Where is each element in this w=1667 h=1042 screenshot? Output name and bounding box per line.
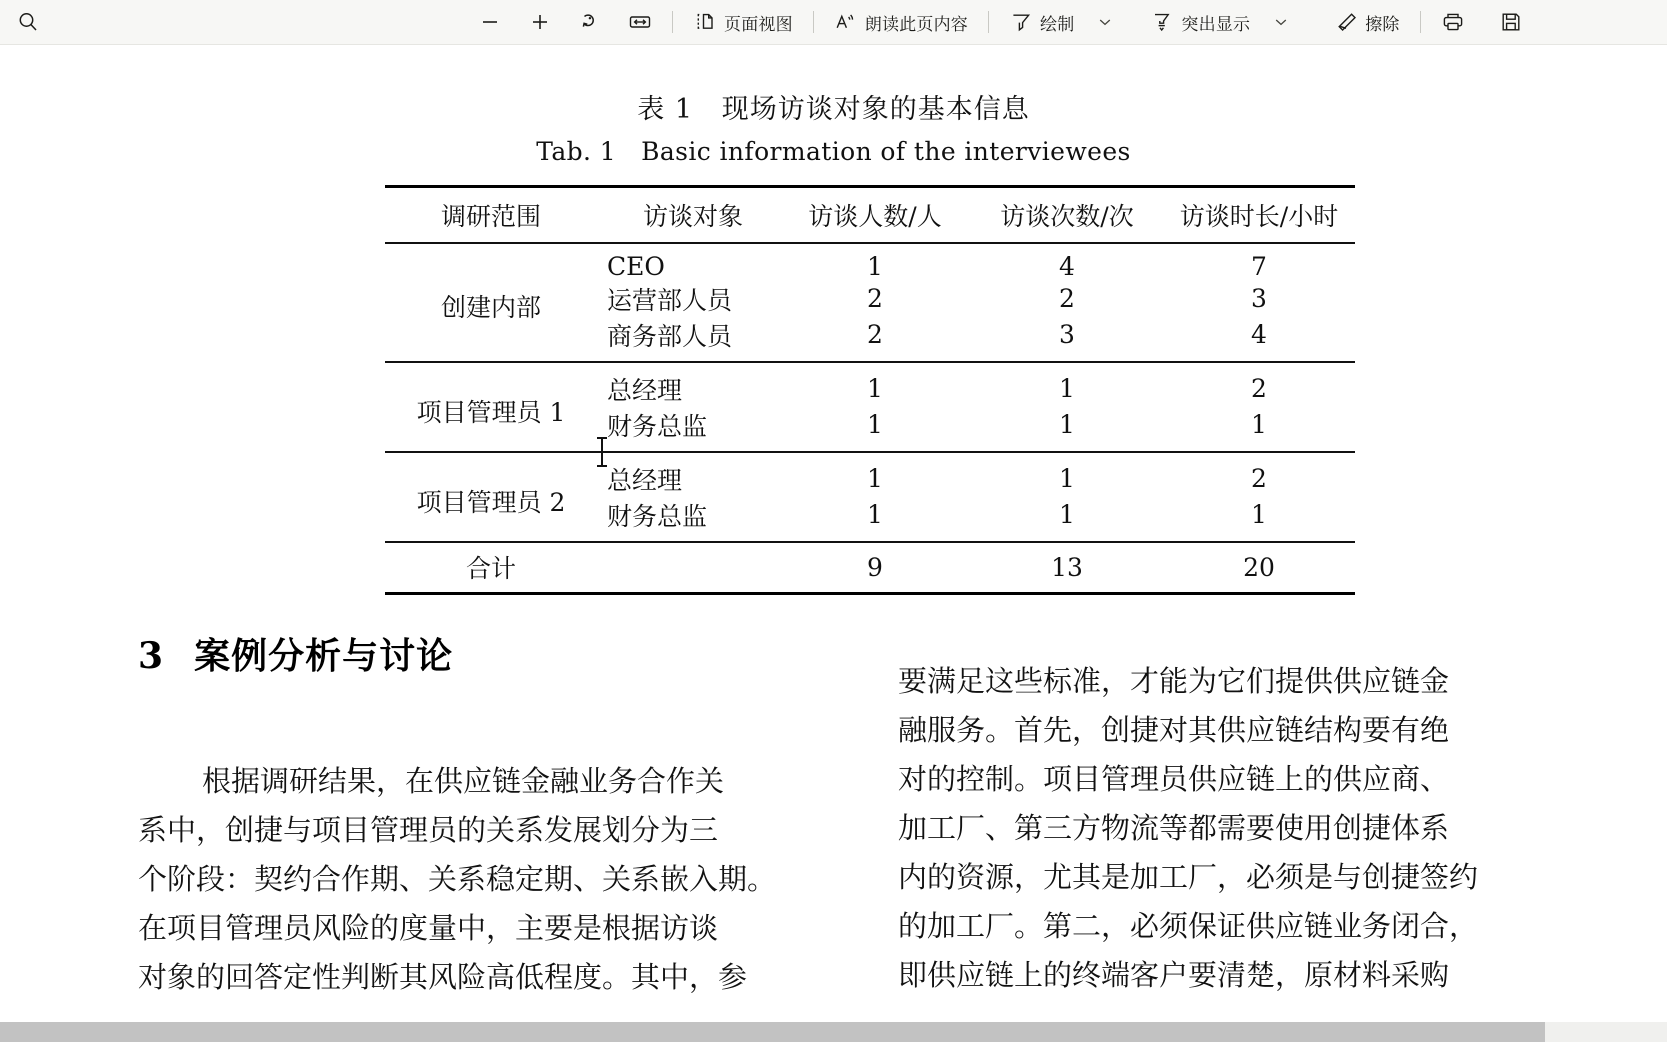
highlight-options-button[interactable] <box>1259 5 1299 39</box>
fit-width-icon <box>628 10 652 34</box>
pdf-page-viewport[interactable] <box>0 45 1667 1042</box>
highlight-label: 突出显示 <box>1181 14 1251 34</box>
table-total-row <box>385 542 1355 594</box>
cell-times: 1 <box>1059 500 1075 529</box>
interviewees-table <box>385 185 1355 595</box>
cell-role: 总经理 <box>607 375 683 405</box>
minus-icon <box>478 10 502 34</box>
table-row <box>385 362 1355 407</box>
page-view-icon <box>693 10 717 34</box>
cell-times: 4 <box>1059 251 1075 281</box>
chevron-down-icon <box>1094 10 1116 34</box>
cell-people: 1 <box>867 500 883 529</box>
paragraph-line: 对象的回答定性判断其风险高低程度。其中，参 <box>138 960 748 994</box>
cell-total-label: 合计 <box>465 554 516 584</box>
horizontal-scrollbar-thumb[interactable] <box>0 1022 1545 1042</box>
toolbar-separator-2 <box>813 11 814 33</box>
cell-hours: 7 <box>1251 251 1267 281</box>
rotate-button[interactable] <box>571 5 609 39</box>
section-heading <box>138 628 453 679</box>
rotate-icon <box>578 10 602 34</box>
table-row <box>385 452 1355 497</box>
cell-times: 3 <box>1059 320 1075 349</box>
paragraph-line: 个阶段：契约合作期、关系稳定期、关系嵌入期。 <box>138 862 777 896</box>
cell-total-role <box>597 542 779 594</box>
cell-people: 1 <box>867 251 883 281</box>
page-view-button[interactable] <box>686 5 800 39</box>
cell-times: 1 <box>1059 410 1075 439</box>
read-aloud-button[interactable] <box>827 5 975 39</box>
paragraph-line: 在项目管理员风险的度量中，主要是根据访谈 <box>138 911 719 945</box>
highlighter-icon <box>1150 10 1174 34</box>
plus-icon <box>528 10 552 34</box>
search-icon <box>16 10 40 34</box>
cell-total-times: 13 <box>1051 552 1083 582</box>
eraser-icon <box>1334 10 1358 34</box>
paragraph-line: 要满足这些标准，才能为它们提供供应链金 <box>898 664 1450 698</box>
paragraph-line: 对的控制。项目管理员供应链上的供应商、 <box>898 762 1450 796</box>
toolbar-separator-1 <box>672 11 673 33</box>
printer-icon <box>1441 10 1465 34</box>
read-aloud-icon <box>834 10 858 34</box>
body-column-left <box>138 757 898 1002</box>
cell-people: 1 <box>867 374 883 403</box>
cell-role: 财务总监 <box>607 501 708 531</box>
cell-scope: 项目管理员 2 <box>416 487 566 517</box>
table-head <box>385 187 1355 243</box>
draw-button[interactable] <box>1002 5 1081 39</box>
fit-width-button[interactable] <box>621 5 659 39</box>
cell-total-people: 9 <box>867 552 883 582</box>
zoom-in-button[interactable] <box>521 5 559 39</box>
cell-role: 商务部人员 <box>607 321 733 351</box>
section-number: 3 <box>138 635 165 677</box>
draw-options-button[interactable] <box>1083 5 1123 39</box>
body-column-right <box>898 657 1667 1000</box>
horizontal-scrollbar[interactable] <box>0 1022 1667 1042</box>
table-title-english: Tab. 1 Basic information of the interviewees <box>536 137 1131 166</box>
cell-scope: 创建内部 <box>440 293 541 322</box>
cell-hours: 3 <box>1251 284 1267 313</box>
erase-button[interactable] <box>1327 5 1406 39</box>
cell-hours: 1 <box>1251 500 1267 529</box>
draw-label: 绘制 <box>1040 14 1075 34</box>
table-body <box>385 243 1355 594</box>
pdf-page-content <box>0 45 1667 1042</box>
table-row <box>385 243 1355 281</box>
chevron-down-icon <box>1270 10 1292 34</box>
highlight-button[interactable] <box>1143 5 1257 39</box>
cell-role: 运营部人员 <box>607 285 733 315</box>
cell-scope: 项目管理员 1 <box>416 397 566 427</box>
header-cell-times: 访谈次数/次 <box>1000 201 1134 231</box>
read-aloud-label: 朗读此页内容 <box>864 14 969 34</box>
toolbar-center-group <box>470 5 1667 39</box>
table-title-chinese: 表 1 现场访谈对象的基本信息 <box>637 94 1030 125</box>
cell-total-hours: 20 <box>1243 552 1275 582</box>
paragraph-line: 系中，创捷与项目管理员的关系发展划分为三 <box>138 813 719 847</box>
cell-role: CEO <box>607 251 665 281</box>
paragraph-line: 内的资源，尤其是加工厂，必须是与创捷签约 <box>898 860 1479 894</box>
section-title: 案例分析与讨论 <box>194 635 454 677</box>
header-cell-hours: 访谈时长/小时 <box>1179 201 1339 231</box>
save-button[interactable] <box>1492 5 1530 39</box>
paragraph-line: 的加工厂。第二，必须保证供应链业务闭合， <box>898 909 1479 943</box>
table-header-row <box>385 187 1355 243</box>
cell-times: 2 <box>1059 284 1075 313</box>
search-button[interactable] <box>9 5 47 39</box>
paragraph-line: 即供应链上的终端客户要清楚，原材料采购 <box>898 958 1450 992</box>
cell-hours: 4 <box>1251 320 1267 349</box>
pdf-viewer-toolbar <box>0 0 1667 45</box>
page-view-label: 页面视图 <box>724 14 793 34</box>
toolbar-left-group <box>0 5 470 39</box>
cell-people: 1 <box>867 464 883 493</box>
header-cell-role: 访谈对象 <box>642 201 743 231</box>
paragraph-line: 根据调研结果，在供应链金融业务合作关 <box>202 764 725 798</box>
paragraph-line: 加工厂、第三方物流等都需要使用创捷体系 <box>898 811 1450 845</box>
cell-role: 总经理 <box>607 465 683 495</box>
cell-people: 1 <box>867 410 883 439</box>
paragraph-line: 融服务。首先，创捷对其供应链结构要有绝 <box>898 713 1450 747</box>
cell-times: 1 <box>1059 374 1075 403</box>
save-icon <box>1499 10 1523 34</box>
cell-hours: 1 <box>1251 410 1267 439</box>
cell-people: 2 <box>867 284 883 313</box>
toolbar-separator-3 <box>988 11 989 33</box>
header-cell-scope: 调研范围 <box>440 201 541 231</box>
header-cell-people: 访谈人数/人 <box>808 201 942 231</box>
pen-icon <box>1009 10 1033 34</box>
cell-hours: 2 <box>1251 464 1267 493</box>
cell-hours: 2 <box>1251 374 1267 403</box>
cell-people: 2 <box>867 320 883 349</box>
erase-label: 擦除 <box>1365 14 1400 34</box>
cell-role: 财务总监 <box>607 411 708 441</box>
print-button[interactable] <box>1434 5 1472 39</box>
toolbar-separator-4 <box>1420 11 1421 33</box>
cell-times: 1 <box>1059 464 1075 493</box>
zoom-out-button[interactable] <box>471 5 509 39</box>
